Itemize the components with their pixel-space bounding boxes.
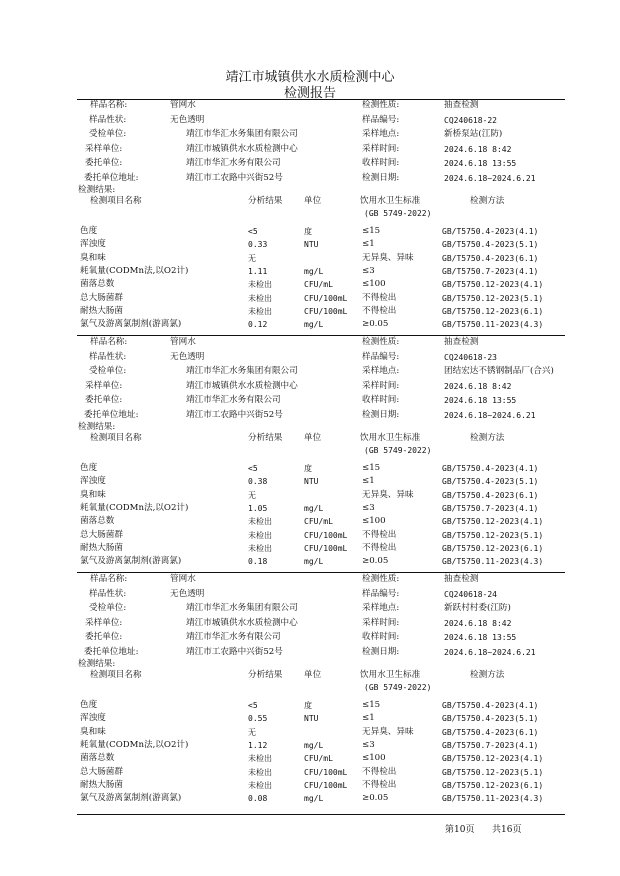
table-cell-item: 臭和味 xyxy=(80,252,106,263)
table-cell-method: GB/T5750.12-2023(6.1) xyxy=(442,780,544,790)
table-cell-method: GB/T5750.7-2023(4.1) xyxy=(442,266,539,276)
field-label-test-date: 检测日期: xyxy=(362,646,400,657)
field-value-receive-time: 2024.6.18 13:55 xyxy=(444,159,517,168)
table-cell-result: 无 xyxy=(248,727,256,737)
field-label-sample-name: 样品名称: xyxy=(90,100,128,110)
table-cell-method: GB/T5750.4-2023(4.1) xyxy=(442,464,539,473)
field-value-inspected-unit: 靖江市华汇水务集团有限公司 xyxy=(186,366,298,376)
table-cell-standard: 不得检出 xyxy=(362,542,397,553)
doc-title: 检测报告 xyxy=(283,86,336,101)
table-cell-method: GB/T5750.12-2023(5.1) xyxy=(442,530,544,540)
table-cell-result: 未检出 xyxy=(248,280,272,290)
field-value-test-nature: 抽查检测 xyxy=(444,100,479,110)
table-cell-method: GB/T5750.11-2023(4.3) xyxy=(442,320,544,330)
field-label-sample-no: 样品编号: xyxy=(362,114,400,125)
table-cell-result: 未检出 xyxy=(248,293,272,303)
col-header-method: 检测方法 xyxy=(470,433,505,443)
field-value-client-address: 靖江市工农路中兴街52号 xyxy=(186,646,283,657)
field-label-test-date: 检测日期: xyxy=(362,172,400,183)
table-cell-result: 0.38 xyxy=(248,477,268,487)
table-cell-unit: mg/L xyxy=(304,266,324,276)
results-heading: 检测结果: xyxy=(78,422,116,432)
table-cell-result: 未检出 xyxy=(248,780,272,790)
field-label-receive-time: 收样时间: xyxy=(362,395,400,405)
col-header-unit: 单位 xyxy=(304,670,322,680)
field-value-test-nature: 抽查检测 xyxy=(444,574,479,584)
field-value-sampling-time: 2024.6.18 8:42 xyxy=(444,144,512,154)
col-header-unit: 单位 xyxy=(304,196,322,206)
table-cell-method: GB/T5750.4-2023(4.1) xyxy=(442,227,539,236)
table-cell-method: GB/T5750.11-2023(4.3) xyxy=(442,557,544,567)
table-cell-method: GB/T5750.4-2023(5.1) xyxy=(442,714,539,724)
field-label-sampling-site: 采样地点: xyxy=(362,366,400,376)
table-cell-item: 浑浊度 xyxy=(80,713,106,724)
table-cell-item: 总大肠菌群 xyxy=(80,292,123,303)
table-cell-item: 菌落总数 xyxy=(80,279,115,290)
table-cell-standard: ≤3 xyxy=(362,739,375,750)
table-cell-unit: 度 xyxy=(304,227,312,236)
col-header-standard: 饮用水卫生标准 xyxy=(360,670,421,680)
table-cell-standard: ≤100 xyxy=(362,753,386,764)
table-cell-item: 耐热大肠菌 xyxy=(80,779,123,790)
table-cell-unit: CFU/100mL xyxy=(304,293,348,303)
field-label-inspected-unit: 受检单位: xyxy=(89,603,127,613)
field-label-client-address: 委托单位地址: xyxy=(84,409,139,420)
table-cell-unit: mg/L xyxy=(304,740,324,750)
table-cell-method: GB/T5750.12-2023(6.1) xyxy=(442,543,544,553)
table-cell-standard: ≤15 xyxy=(362,700,381,710)
field-value-sample-name: 管网水 xyxy=(170,337,196,347)
table-cell-item: 臭和味 xyxy=(80,489,106,500)
table-cell-result: 无 xyxy=(248,253,256,263)
table-cell-result: 0.08 xyxy=(248,794,268,804)
table-cell-unit: CFU/mL xyxy=(304,517,333,527)
table-cell-unit: CFU/100mL xyxy=(304,306,348,316)
table-cell-item: 耗氧量(CODMn法,以O2计) xyxy=(80,265,189,276)
table-cell-method: GB/T5750.4-2023(6.1) xyxy=(442,253,539,263)
field-value-sample-name: 管网水 xyxy=(170,574,196,584)
field-value-sampling-site: 新跃村村委(江防) xyxy=(444,603,511,613)
table-cell-item: 总大肠菌群 xyxy=(80,529,123,540)
table-cell-result: 1.11 xyxy=(248,266,268,276)
col-header-standard-sub: (GB 5749-2022) xyxy=(364,683,432,692)
table-cell-item: 色度 xyxy=(80,226,98,236)
table-cell-unit: CFU/mL xyxy=(304,754,333,764)
table-cell-standard: ≤3 xyxy=(362,502,375,513)
divider-bottom xyxy=(77,814,565,815)
field-label-inspected-unit: 受检单位: xyxy=(89,129,127,139)
table-cell-item: 臭和味 xyxy=(80,726,106,737)
field-label-client-address: 委托单位地址: xyxy=(84,172,139,183)
table-cell-standard: 不得检出 xyxy=(362,529,397,540)
field-label-sample-name: 样品名称: xyxy=(90,574,128,584)
field-value-inspected-unit: 靖江市华汇水务集团有限公司 xyxy=(186,603,298,613)
table-cell-standard: 不得检出 xyxy=(362,766,397,777)
table-cell-unit: NTU xyxy=(304,714,319,724)
field-value-inspected-unit: 靖江市华汇水务集团有限公司 xyxy=(186,129,298,139)
table-cell-method: GB/T5750.4-2023(5.1) xyxy=(442,477,539,487)
field-value-sampling-time: 2024.6.18 8:42 xyxy=(444,381,512,391)
table-cell-result: 1.12 xyxy=(248,740,268,750)
table-cell-method: GB/T5750.7-2023(4.1) xyxy=(442,503,539,513)
table-cell-item: 总大肠菌群 xyxy=(80,766,123,777)
table-cell-standard: ≤1 xyxy=(362,239,375,250)
field-label-sample-name: 样品名称: xyxy=(90,337,128,347)
col-header-item: 检测项目名称 xyxy=(90,670,142,680)
table-cell-item: 氯气及游离氯制剂(游离氯) xyxy=(80,793,182,804)
table-cell-standard: 无异臭、异味 xyxy=(362,726,414,737)
divider-top xyxy=(77,99,565,100)
field-label-test-date: 检测日期: xyxy=(362,409,400,420)
table-cell-method: GB/T5750.7-2023(4.1) xyxy=(442,740,539,750)
col-header-result: 分析结果 xyxy=(248,196,283,206)
field-value-sampling-site: 团结宏达不锈钢制品厂(合兴) xyxy=(444,366,554,376)
table-cell-method: GB/T5750.12-2023(4.1) xyxy=(442,280,544,290)
field-value-sample-no: CQ240618-24 xyxy=(444,589,497,599)
table-cell-unit: CFU/100mL xyxy=(304,767,348,777)
field-value-client-address: 靖江市工农路中兴街52号 xyxy=(186,409,283,420)
table-cell-standard: ≤15 xyxy=(362,226,381,236)
field-value-test-date: 2024.6.18~2024.6.21 xyxy=(444,647,536,657)
table-cell-standard: ≤100 xyxy=(362,279,386,290)
table-cell-method: GB/T5750.12-2023(5.1) xyxy=(442,293,544,303)
results-heading: 检测结果: xyxy=(78,659,116,669)
field-label-sample-state: 样品性状: xyxy=(89,351,127,362)
field-value-sampling-unit: 靖江市城镇供水水质检测中心 xyxy=(186,380,298,391)
col-header-standard: 饮用水卫生标准 xyxy=(360,196,421,206)
col-header-item: 检测项目名称 xyxy=(90,433,142,443)
table-cell-standard: ≥0.05 xyxy=(362,319,389,330)
field-label-sample-no: 样品编号: xyxy=(362,588,400,599)
table-cell-unit: CFU/100mL xyxy=(304,530,348,540)
table-cell-item: 耗氧量(CODMn法,以O2计) xyxy=(80,739,189,750)
page-total: 共16页 xyxy=(492,825,522,835)
field-value-receive-time: 2024.6.18 13:55 xyxy=(444,633,517,642)
table-cell-standard: ≥0.05 xyxy=(362,793,389,804)
col-header-standard-sub: (GB 5749-2022) xyxy=(364,209,432,218)
table-cell-result: 0.55 xyxy=(248,714,268,724)
field-value-client-unit: 靖江市华汇水务有限公司 xyxy=(186,632,281,642)
page-number: 第10页 xyxy=(445,825,475,835)
table-cell-unit: mg/L xyxy=(304,794,324,804)
table-cell-result: 0.18 xyxy=(248,557,268,567)
table-cell-standard: ≤1 xyxy=(362,476,375,487)
table-cell-unit: 度 xyxy=(304,464,312,473)
col-header-standard: 饮用水卫生标准 xyxy=(360,433,421,443)
table-cell-result: <5 xyxy=(248,227,258,236)
field-label-client-address: 委托单位地址: xyxy=(84,646,139,657)
field-label-sampling-unit: 采样单位: xyxy=(85,380,123,391)
table-cell-result: 0.33 xyxy=(248,240,268,250)
table-cell-standard: 不得检出 xyxy=(362,292,397,303)
divider-1 xyxy=(77,335,565,336)
field-label-client-unit: 委托单位: xyxy=(85,395,123,405)
field-label-sample-state: 样品性状: xyxy=(89,114,127,125)
col-header-unit: 单位 xyxy=(304,433,322,443)
table-cell-item: 氯气及游离氯制剂(游离氯) xyxy=(80,556,182,567)
field-label-sampling-unit: 采样单位: xyxy=(85,617,123,628)
table-cell-method: GB/T5750.12-2023(5.1) xyxy=(442,767,544,777)
field-label-client-unit: 委托单位: xyxy=(85,158,123,168)
table-cell-item: 浑浊度 xyxy=(80,476,106,487)
field-label-sampling-site: 采样地点: xyxy=(362,129,400,139)
table-cell-method: GB/T5750.4-2023(6.1) xyxy=(442,727,539,737)
field-value-sample-state: 无色透明 xyxy=(170,114,205,125)
table-cell-method: GB/T5750.11-2023(4.3) xyxy=(442,794,544,804)
table-cell-item: 色度 xyxy=(80,700,98,710)
table-cell-unit: mg/L xyxy=(304,557,324,567)
table-cell-unit: NTU xyxy=(304,477,319,487)
field-value-test-date: 2024.6.18~2024.6.21 xyxy=(444,410,536,420)
field-value-client-unit: 靖江市华汇水务有限公司 xyxy=(186,395,281,405)
field-label-sampling-time: 采样时间: xyxy=(362,380,400,391)
table-cell-method: GB/T5750.12-2023(4.1) xyxy=(442,754,544,764)
field-label-client-unit: 委托单位: xyxy=(85,632,123,642)
table-cell-standard: ≤3 xyxy=(362,265,375,276)
field-label-inspected-unit: 受检单位: xyxy=(89,366,127,376)
table-cell-standard: ≤15 xyxy=(362,463,381,473)
field-label-receive-time: 收样时间: xyxy=(362,158,400,168)
col-header-item: 检测项目名称 xyxy=(90,196,142,206)
table-cell-item: 耗氧量(CODMn法,以O2计) xyxy=(80,502,189,513)
col-header-result: 分析结果 xyxy=(248,433,283,443)
table-cell-unit: CFU/100mL xyxy=(304,780,348,790)
table-cell-result: 未检出 xyxy=(248,530,272,540)
table-cell-method: GB/T5750.4-2023(5.1) xyxy=(442,240,539,250)
field-value-sample-state: 无色透明 xyxy=(170,588,205,599)
table-cell-item: 浑浊度 xyxy=(80,239,106,250)
table-cell-result: <5 xyxy=(248,464,258,473)
table-cell-unit: CFU/mL xyxy=(304,280,333,290)
field-value-receive-time: 2024.6.18 13:55 xyxy=(444,396,517,405)
table-cell-unit: mg/L xyxy=(304,320,324,330)
col-header-method: 检测方法 xyxy=(470,670,505,680)
field-value-sampling-site: 新桥泵站(江防) xyxy=(444,129,503,139)
table-cell-standard: 不得检出 xyxy=(362,305,397,316)
field-label-sampling-site: 采样地点: xyxy=(362,603,400,613)
table-cell-result: 未检出 xyxy=(248,517,272,527)
table-cell-standard: 无异臭、异味 xyxy=(362,489,414,500)
table-cell-method: GB/T5750.12-2023(4.1) xyxy=(442,517,544,527)
table-cell-item: 菌落总数 xyxy=(80,516,115,527)
table-cell-unit: NTU xyxy=(304,240,319,250)
field-value-sampling-unit: 靖江市城镇供水水质检测中心 xyxy=(186,617,298,628)
field-value-sample-name: 管网水 xyxy=(170,100,196,110)
field-label-receive-time: 收样时间: xyxy=(362,632,400,642)
field-value-test-date: 2024.6.18~2024.6.21 xyxy=(444,173,536,183)
table-cell-result: 0.12 xyxy=(248,320,268,330)
field-value-sampling-time: 2024.6.18 8:42 xyxy=(444,618,512,628)
table-cell-result: 未检出 xyxy=(248,754,272,764)
field-label-sample-no: 样品编号: xyxy=(362,351,400,362)
table-cell-item: 耐热大肠菌 xyxy=(80,305,123,316)
field-value-sampling-unit: 靖江市城镇供水水质检测中心 xyxy=(186,143,298,154)
table-cell-item: 色度 xyxy=(80,463,98,473)
table-cell-result: 无 xyxy=(248,490,256,500)
table-cell-method: GB/T5750.4-2023(6.1) xyxy=(442,490,539,500)
table-cell-item: 菌落总数 xyxy=(80,753,115,764)
col-header-standard-sub: (GB 5749-2022) xyxy=(364,446,432,455)
field-label-test-nature: 检测性质: xyxy=(362,337,400,347)
table-cell-result: 未检出 xyxy=(248,306,272,316)
table-cell-standard: ≤1 xyxy=(362,713,375,724)
table-cell-result: 未检出 xyxy=(248,767,272,777)
col-header-result: 分析结果 xyxy=(248,670,283,680)
field-label-sampling-unit: 采样单位: xyxy=(85,143,123,154)
col-header-method: 检测方法 xyxy=(470,196,505,206)
field-value-sample-state: 无色透明 xyxy=(170,351,205,362)
table-cell-standard: ≥0.05 xyxy=(362,556,389,567)
table-cell-unit: mg/L xyxy=(304,503,324,513)
divider-2 xyxy=(77,572,565,573)
table-cell-method: GB/T5750.4-2023(4.1) xyxy=(442,701,539,710)
field-value-test-nature: 抽查检测 xyxy=(444,337,479,347)
table-cell-result: <5 xyxy=(248,701,258,710)
table-cell-result: 未检出 xyxy=(248,543,272,553)
field-value-sample-no: CQ240618-23 xyxy=(444,352,497,362)
table-cell-unit: 度 xyxy=(304,701,312,710)
table-cell-method: GB/T5750.12-2023(6.1) xyxy=(442,306,544,316)
field-value-sample-no: CQ240618-22 xyxy=(444,115,497,125)
field-label-sample-state: 样品性状: xyxy=(89,588,127,599)
table-cell-standard: 不得检出 xyxy=(362,779,397,790)
table-cell-item: 氯气及游离氯制剂(游离氯) xyxy=(80,319,182,330)
table-cell-standard: ≤100 xyxy=(362,516,386,527)
org-title: 靖江市城镇供水水质检测中心 xyxy=(225,70,395,85)
table-cell-result: 1.05 xyxy=(248,503,268,513)
field-value-client-unit: 靖江市华汇水务有限公司 xyxy=(186,158,281,168)
results-heading: 检测结果: xyxy=(78,185,116,195)
table-cell-item: 耐热大肠菌 xyxy=(80,542,123,553)
table-cell-unit: CFU/100mL xyxy=(304,543,348,553)
field-label-test-nature: 检测性质: xyxy=(362,574,400,584)
field-label-test-nature: 检测性质: xyxy=(362,100,400,110)
field-label-sampling-time: 采样时间: xyxy=(362,617,400,628)
field-value-client-address: 靖江市工农路中兴街52号 xyxy=(186,172,283,183)
field-label-sampling-time: 采样时间: xyxy=(362,143,400,154)
table-cell-standard: 无异臭、异味 xyxy=(362,252,414,263)
